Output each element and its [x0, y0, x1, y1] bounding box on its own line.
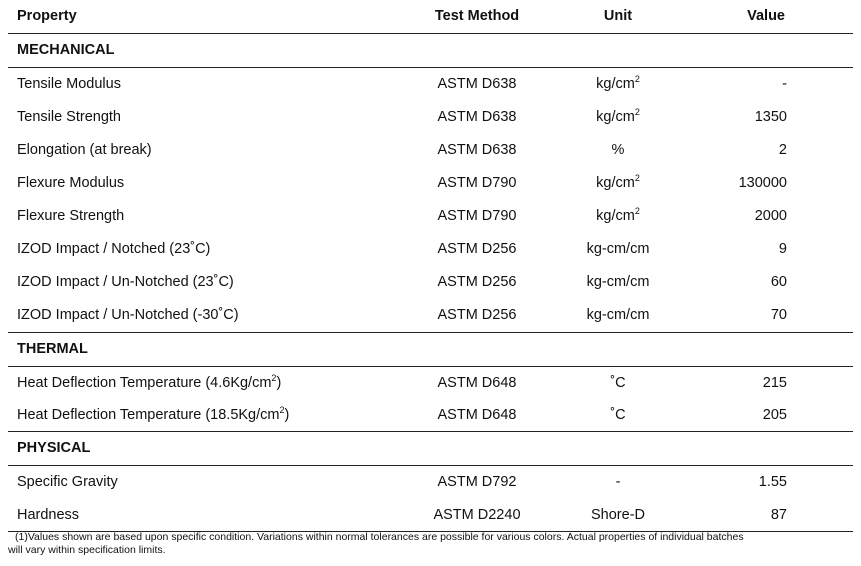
thermal-rows	[8, 367, 853, 431]
test-method-cell: ASTM D638	[437, 142, 517, 158]
unit-text: -	[615, 474, 621, 490]
section-physical	[8, 431, 853, 466]
value-cell: 9	[778, 241, 787, 257]
unit-text: kg-cm/cm	[586, 241, 650, 257]
header-value: Value	[747, 8, 785, 24]
value-cell: 87	[770, 507, 787, 523]
property-text: IZOD Impact / Un-Notched (23˚C)	[17, 274, 234, 290]
test-method-cell: ASTM D790	[437, 175, 517, 191]
property-cell	[17, 266, 234, 299]
unit-cell	[568, 68, 668, 101]
unit-text: ˚C	[610, 407, 626, 423]
property-text: Elongation (at break)	[17, 142, 152, 158]
property-text: Hardness	[17, 507, 80, 523]
test-method-cell: ASTM D256	[437, 274, 517, 290]
unit-text: %	[611, 142, 625, 158]
unit-cell	[568, 266, 668, 299]
table-row	[8, 233, 853, 266]
property-cell	[17, 299, 239, 332]
property-cell	[17, 233, 210, 266]
value-cell: 205	[762, 407, 787, 423]
table-row	[8, 134, 853, 167]
test-method-cell: ASTM D790	[437, 208, 517, 224]
value-cell: -	[782, 76, 787, 92]
test-method-cell: ASTM D256	[437, 241, 517, 257]
section-title: PHYSICAL	[17, 440, 91, 456]
property-text: IZOD Impact / Un-Notched (-30˚C)	[17, 307, 239, 323]
test-method-cell: ASTM D648	[437, 407, 517, 423]
property-superscript: 2	[271, 373, 277, 383]
unit-cell	[568, 134, 668, 167]
property-cell	[17, 68, 121, 101]
unit-superscript: 2	[634, 107, 640, 117]
unit-text: kg/cm	[596, 76, 635, 92]
table-row	[8, 68, 853, 101]
value-cell: 1350	[754, 109, 787, 125]
property-tail: )	[284, 407, 290, 423]
table-row	[8, 101, 853, 134]
value-cell: 2000	[754, 208, 787, 224]
unit-text: kg-cm/cm	[586, 307, 650, 323]
value-cell: 1.55	[758, 474, 787, 490]
unit-text: Shore-D	[591, 507, 645, 523]
unit-cell	[568, 167, 668, 200]
unit-text: kg/cm	[596, 109, 635, 125]
section-thermal	[8, 332, 853, 367]
unit-cell	[568, 367, 668, 400]
table-row	[8, 299, 853, 332]
value-cell: 60	[770, 274, 787, 290]
value-cell: 130000	[738, 175, 787, 191]
property-text: Flexure Strength	[17, 208, 125, 224]
test-method-cell: ASTM D792	[437, 474, 517, 490]
unit-superscript: 2	[634, 74, 640, 84]
test-method-cell: ASTM D256	[437, 307, 517, 323]
table-row	[8, 466, 853, 499]
property-tail: )	[276, 375, 282, 391]
value-cell: 70	[770, 307, 787, 323]
unit-cell	[568, 101, 668, 134]
property-superscript: 2	[279, 405, 285, 415]
property-text: Flexure Modulus	[17, 175, 125, 191]
property-cell	[17, 399, 289, 432]
table-row	[8, 367, 853, 399]
section-title: MECHANICAL	[17, 42, 115, 58]
physical-rows	[8, 466, 853, 531]
test-method-cell: ASTM D648	[437, 375, 517, 391]
property-table	[8, 0, 853, 532]
table-row	[8, 167, 853, 200]
test-method-cell: ASTM D2240	[433, 507, 521, 523]
table-header	[8, 0, 853, 33]
property-cell	[17, 134, 152, 167]
property-text: IZOD Impact / Notched (23˚C)	[17, 241, 211, 257]
header-test-method: Test Method	[434, 8, 520, 24]
mechanical-rows	[8, 68, 853, 332]
value-cell: 2	[778, 142, 787, 158]
table-row	[8, 200, 853, 233]
unit-superscript: 2	[634, 173, 640, 183]
footnote-line-2: will vary within specification limits.	[8, 544, 166, 556]
unit-text: kg/cm	[596, 175, 635, 191]
unit-text: kg-cm/cm	[586, 274, 650, 290]
property-cell	[17, 101, 121, 134]
property-cell	[17, 466, 118, 499]
unit-cell	[568, 499, 668, 532]
table-row	[8, 266, 853, 299]
unit-cell	[568, 466, 668, 499]
value-cell: 215	[762, 375, 787, 391]
test-method-cell: ASTM D638	[437, 76, 517, 92]
unit-text: kg/cm	[596, 208, 635, 224]
header-unit: Unit	[603, 8, 633, 24]
section-title: THERMAL	[17, 341, 88, 357]
property-cell	[17, 200, 124, 233]
property-cell	[17, 499, 79, 532]
property-text: Tensile Strength	[17, 109, 121, 125]
test-method-cell: ASTM D638	[437, 109, 517, 125]
property-cell	[17, 167, 124, 200]
property-text: Specific Gravity	[17, 474, 118, 490]
footnote	[8, 531, 838, 557]
unit-cell	[568, 200, 668, 233]
unit-cell	[568, 299, 668, 332]
table-row	[8, 399, 853, 431]
unit-text: ˚C	[610, 375, 626, 391]
unit-cell	[568, 233, 668, 266]
header-property: Property	[17, 8, 77, 24]
footnote-line-1: (1)Values shown are based upon specific condition. Variations within normal tolerances are possible for various colors. Actual properties of individual batches	[15, 531, 744, 543]
unit-cell	[568, 399, 668, 432]
property-text: Heat Deflection Temperature (18.5Kg/cm	[17, 407, 280, 423]
unit-superscript: 2	[634, 206, 640, 216]
property-text: Heat Deflection Temperature (4.6Kg/cm	[17, 375, 272, 391]
property-text: Tensile Modulus	[17, 76, 121, 92]
table-row	[8, 499, 853, 531]
section-mechanical	[8, 33, 853, 68]
property-cell	[17, 367, 281, 400]
